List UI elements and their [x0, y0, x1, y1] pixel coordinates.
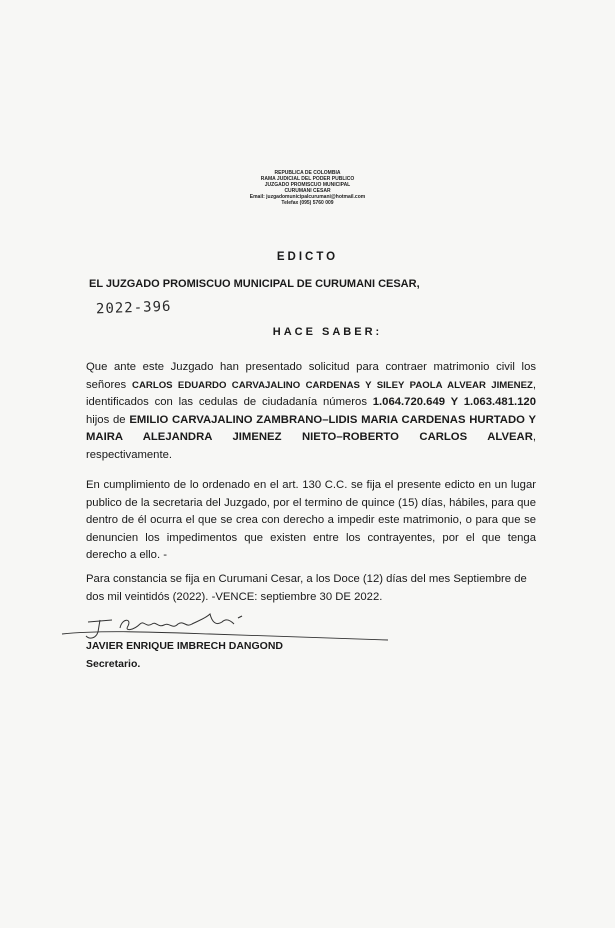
document-title: EDICTO	[276, 251, 339, 263]
signature	[60, 612, 390, 692]
letterhead-branch: RAMA JUDICIAL DEL PODER PUBLICO	[260, 176, 355, 182]
paragraph-compliance: En cumplimiento de lo ordenado en el art. 130 C.C. se fija el presente edicto en un lugar publico de la secretaria del Juzgado, por el termino de quince (15) días, hábiles, para que dentro de él ocurra el que se crea con derecho a impedir este matrimonio, o para que se denuncien los impedimentos que existen entre los contrayentes, por el que tenga derecho a ello. -	[86, 479, 536, 561]
petitioner-names: CARLOS EDUARDO CARVAJALINO CARDENAS Y SILEY PAOLA ALVEAR JIMENEZ	[132, 379, 533, 391]
id-numbers: 1.064.720.649 Y 1.063.481.120	[372, 396, 536, 408]
letterhead-email: Email: juzgadomunicipalcurumani@hotmail.com	[249, 194, 366, 200]
hace-saber-heading: HACE SABER:	[272, 326, 383, 338]
court-heading: EL JUZGADO PROMISCUO MUNICIPAL DE CURUMANI CESAR,	[89, 278, 420, 290]
petition-text-4: , respectivamente.	[86, 431, 536, 461]
signer-name: JAVIER ENRIQUE IMBRECH DANGOND	[86, 640, 283, 652]
letterhead-telefax: Telefax (095) 5760 009	[281, 200, 334, 206]
letterhead-court: JUZGADO PROMISCUO MUNICIPAL	[264, 182, 351, 188]
letterhead-country: REPUBLICA DE COLOMBIA	[274, 170, 341, 176]
paragraph-petition	[86, 359, 536, 464]
petition-text-3: hijos de	[86, 413, 130, 426]
petition-text-1: Que ante este Juzgado han presentado solicitud para contraer matrimonio civil los señores	[86, 361, 536, 391]
petition-text-2: , identificados con las cedulas de ciudadanía números	[86, 378, 536, 408]
parent-names: EMILIO CARVAJALINO ZAMBRANO–LIDIS MARIA CARDENAS HURTADO Y MAIRA ALEJANDRA JIMENEZ NIETO–ROBERTO CARLOS ALVEAR	[86, 413, 536, 443]
signature-scribble-icon	[60, 612, 390, 692]
letterhead-city: CURUMANI CESAR	[284, 188, 331, 194]
signer-role: Secretario.	[86, 658, 141, 670]
handwritten-case-number: 2022-396	[95, 298, 172, 318]
paragraph-constancia: Para constancia se fija en Curumani Cesar, a los Doce (12) días del mes Septiembre de dos mil veintidós (2022). -VENCE: septiembre 30 DE 2022.	[86, 573, 527, 603]
letterhead	[0, 170, 615, 206]
